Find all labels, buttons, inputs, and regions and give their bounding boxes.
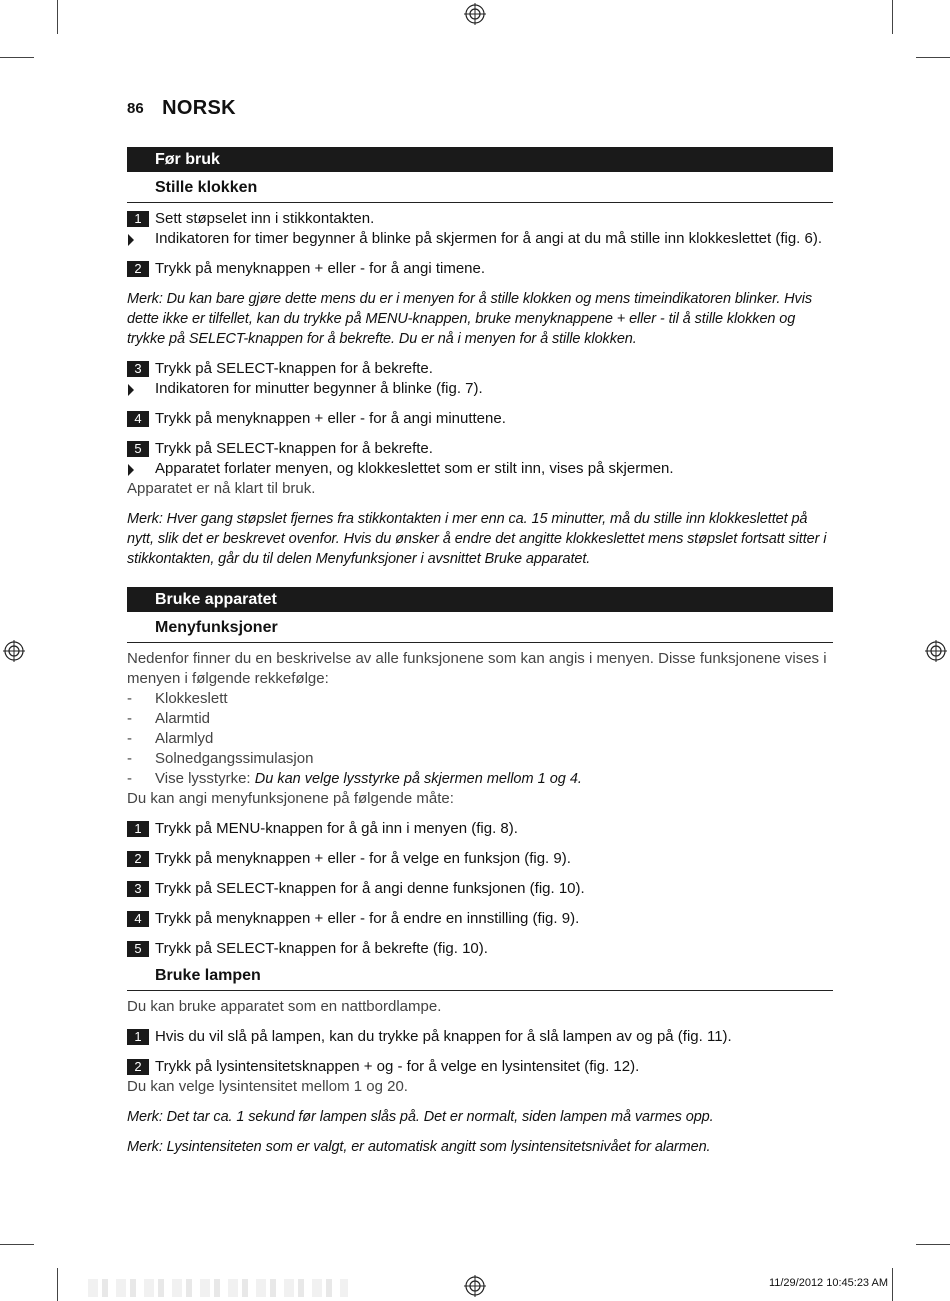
step: [127, 439, 833, 459]
registration-mark-icon: [464, 1275, 486, 1297]
step: [127, 879, 833, 899]
step-number: 4: [127, 411, 149, 427]
step-number: 5: [127, 441, 149, 457]
arrow-icon: [128, 234, 134, 246]
step-number: 5: [127, 941, 149, 957]
step: [127, 819, 833, 839]
print-color-strip: [88, 1279, 348, 1297]
list-item: - Alarmlyd: [127, 730, 214, 747]
crop-mark: [916, 57, 950, 58]
subsection-heading: Menyfunksjoner: [127, 617, 833, 643]
page-content: [127, 147, 833, 1157]
arrow-icon: [128, 384, 134, 396]
step-text: Trykk på menyknappen + eller - for å angi timene.: [155, 260, 486, 277]
step: [127, 209, 833, 229]
step-number: 3: [127, 361, 149, 377]
step-text: Trykk på SELECT-knappen for å angi denne funksjonen (fig. 10).: [155, 880, 585, 897]
crop-mark: [0, 57, 34, 58]
step: [127, 909, 833, 929]
body-text: Du kan angi menyfunksjonene på følgende måte:: [127, 790, 454, 807]
body-text: Du kan bruke apparatet som en nattbordlampe.: [127, 998, 442, 1015]
note: Merk: Du kan bare gjøre dette mens du er i menyen for å stille klokken og mens timeindikatoren blinker. Hvis dette ikke er tilfellet, kan du trykke på MENU-knappen, bruke menyknappene + eller - til å stille klokken og trykke på SELECT-knappen for å bekrefte. Du er nå i menyen for å stille klokken.: [127, 291, 812, 347]
step-text: Trykk på menyknappen + eller - for å velge en funksjon (fig. 9).: [155, 850, 571, 867]
section-heading: Bruke apparatet: [127, 587, 833, 612]
step-text: Sett støpselet inn i stikkontakten.: [155, 210, 375, 227]
note: Merk: Hver gang støpslet fjernes fra stikkontakten i mer enn ca. 15 minutter, må du stille inn klokkeslettet på nytt, slik det er beskrevet ovenfor. Hvis du ønsker å endre det angitte klokkeslettet mens støpslet fortsatt sitter i stikkontakten, går du til delen Menyfunksjoner i avsnittet Bruke apparatet.: [127, 511, 827, 567]
step-text: Trykk på MENU-knappen for å gå inn i menyen (fig. 8).: [155, 820, 518, 837]
step: [127, 939, 833, 959]
step: [127, 409, 833, 429]
body-text: Du kan velge lysintensitet mellom 1 og 20.: [127, 1078, 408, 1095]
list-item: - Alarmtid: [127, 710, 211, 727]
step-text: Trykk på SELECT-knappen for å bekrefte.: [155, 440, 433, 457]
step: [127, 1057, 833, 1077]
step-number: 1: [127, 1029, 149, 1045]
page-language: NORSK: [162, 97, 236, 119]
step-number: 2: [127, 1059, 149, 1075]
step-number: 1: [127, 821, 149, 837]
result-text: Apparatet forlater menyen, og klokkeslettet som er stilt inn, vises på skjermen.: [155, 460, 674, 477]
registration-mark-icon: [464, 3, 486, 25]
registration-mark-icon: [925, 640, 947, 662]
emphasis-text: Du kan velge lysstyrke på skjermen mellom 1 og 4.: [254, 771, 582, 787]
note: Merk: Lysintensiteten som er valgt, er automatisk angitt som lysintensitetsnivået for alarmen.: [127, 1139, 711, 1155]
body-text: Nedenfor finner du en beskrivelse av alle funksjonene som kan angis i menyen. Disse funksjonene vises i menyen i følgende rekkefølge:: [127, 650, 827, 687]
crop-mark: [916, 1244, 950, 1245]
step: [127, 849, 833, 869]
step-number: 2: [127, 261, 149, 277]
step-text: Hvis du vil slå på lampen, kan du trykke på knappen for å slå lampen av og på (fig. 11).: [155, 1028, 732, 1045]
step: [127, 259, 833, 279]
crop-mark: [0, 1244, 34, 1245]
step-number: 2: [127, 851, 149, 867]
step-result: [127, 229, 833, 249]
step-text: Trykk på SELECT-knappen for å bekrefte (fig. 10).: [155, 940, 488, 957]
crop-mark: [892, 0, 893, 34]
step: [127, 359, 833, 379]
step-text: Trykk på menyknappen + eller - for å angi minuttene.: [155, 410, 506, 427]
step-text: Trykk på menyknappen + eller - for å endre en innstilling (fig. 9).: [155, 910, 580, 927]
list-item: - Vise lysstyrke: Du kan velge lysstyrke på skjermen mellom 1 og 4.: [127, 770, 582, 787]
crop-mark: [57, 0, 58, 34]
list-item: - Klokkeslett: [127, 690, 228, 707]
step: [127, 1027, 833, 1047]
note: Merk: Det tar ca. 1 sekund før lampen slås på. Det er normalt, siden lampen må varmes opp.: [127, 1109, 714, 1125]
page-number: 86: [127, 100, 144, 117]
list-item: - Solnedgangssimulasjon: [127, 750, 314, 767]
step-text: Trykk på SELECT-knappen for å bekrefte.: [155, 360, 433, 377]
registration-mark-icon: [3, 640, 25, 662]
step-number: 3: [127, 881, 149, 897]
result-text: Indikatoren for minutter begynner å blinke (fig. 7).: [155, 380, 483, 397]
step-number: 4: [127, 911, 149, 927]
subsection-heading: Bruke lampen: [127, 965, 833, 991]
section-heading: Før bruk: [127, 147, 833, 172]
print-timestamp: 11/29/2012 10:45:23 AM: [768, 1277, 888, 1289]
step-result: [127, 379, 833, 399]
result-text: Indikatoren for timer begynner å blinke på skjermen for å angi at du må stille inn klokkeslettet (fig. 6).: [155, 230, 822, 247]
arrow-icon: [128, 464, 134, 476]
crop-mark: [57, 1268, 58, 1301]
crop-mark: [892, 1268, 893, 1301]
step-number: 1: [127, 211, 149, 227]
step-result: [127, 459, 833, 479]
subsection-heading: Stille klokken: [127, 177, 833, 203]
step-text: Trykk på lysintensitetsknappen + og - for å velge en lysintensitet (fig. 12).: [155, 1058, 640, 1075]
body-text: Apparatet er nå klart til bruk.: [127, 480, 316, 497]
page-header: [127, 97, 236, 120]
